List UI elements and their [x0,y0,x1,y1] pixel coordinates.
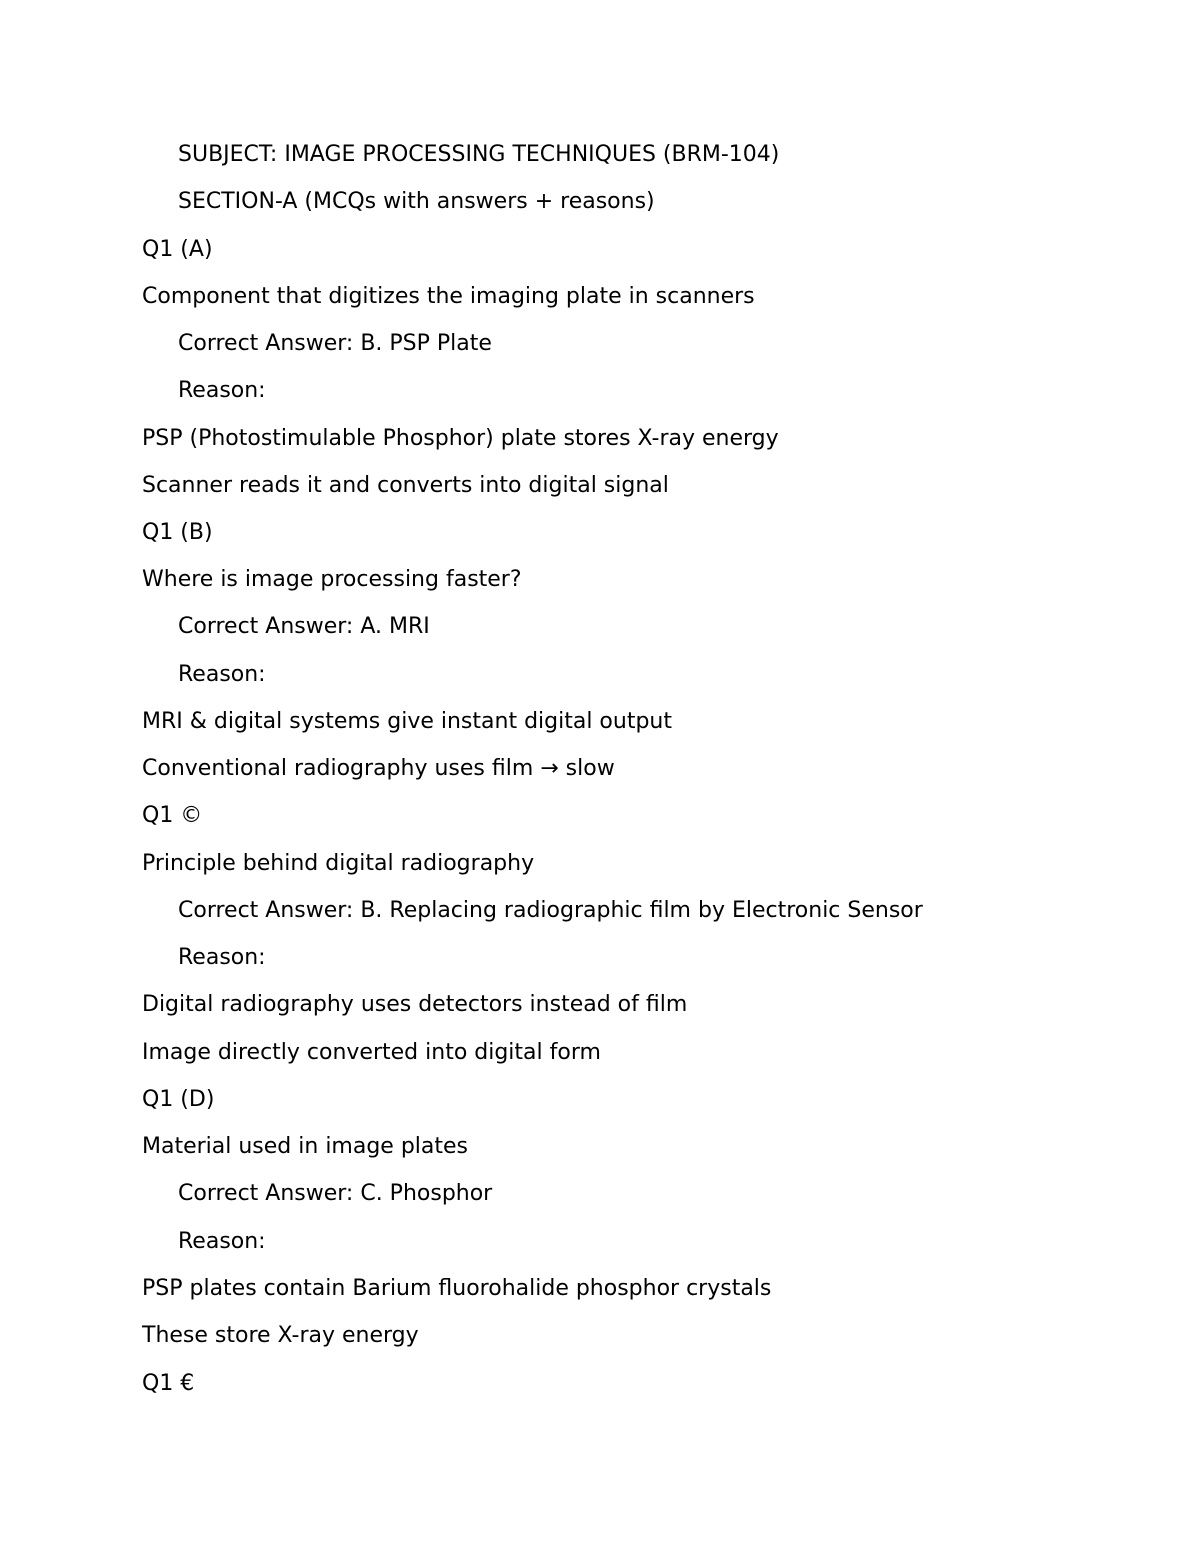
reason-label: Reason: [178,1229,266,1254]
question-text: Where is image processing faster? [142,567,522,592]
reason-label: Reason: [178,662,266,687]
section-heading: SECTION-A (MCQs with answers + reasons) [178,189,655,214]
correct-answer: Correct Answer: A. MRI [178,614,430,639]
question-text: Principle behind digital radiography [142,851,535,876]
reason-text: PSP plates contain Barium fluorohalide phosphor crystals [142,1276,772,1301]
reason-label: Reason: [178,945,266,970]
correct-answer: Correct Answer: C. Phosphor [178,1181,493,1206]
question-id: Q1 (D) [142,1087,215,1112]
question-text: Material used in image plates [142,1134,469,1159]
reason-label: Reason: [178,378,266,403]
reason-text: Digital radiography uses detectors instead of film [142,992,688,1017]
subject-heading: SUBJECT: IMAGE PROCESSING TECHNIQUES (BRM-104) [178,142,780,167]
question-id: Q1 (B) [142,520,213,545]
question-id: Q1 (A) [142,237,213,262]
reason-text: Scanner reads it and converts into digital signal [142,473,669,498]
reason-text: PSP (Photostimulable Phosphor) plate stores X-ray energy [142,426,779,451]
question-id: Q1 € [142,1371,195,1396]
correct-answer: Correct Answer: B. PSP Plate [178,331,492,356]
reason-text: MRI & digital systems give instant digital output [142,709,672,734]
question-text: Component that digitizes the imaging plate in scanners [142,284,755,309]
question-id: Q1 © [142,803,203,828]
correct-answer: Correct Answer: B. Replacing radiographic film by Electronic Sensor [178,898,923,923]
reason-text: These store X-ray energy [142,1323,419,1348]
reason-text: Image directly converted into digital form [142,1040,601,1065]
reason-text: Conventional radiography uses film → slow [142,756,615,781]
